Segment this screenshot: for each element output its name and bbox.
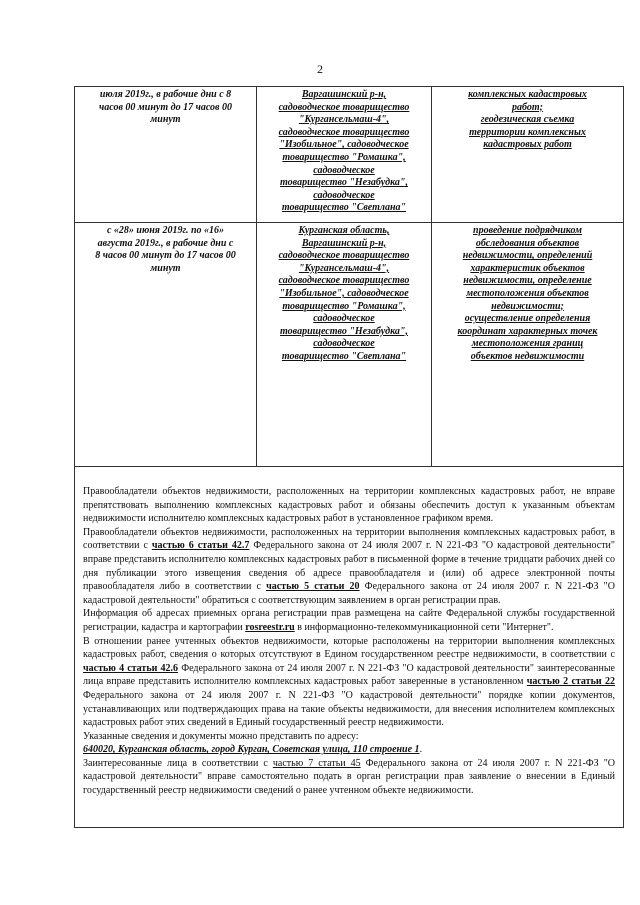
cell-line: недвижимости; <box>491 300 564 312</box>
paragraph <box>83 607 615 634</box>
cell-line: садоводческое товарищество <box>278 126 410 138</box>
submission-address: 640020, Курганская область, город Курган, Советская улица, 110 строение 1 <box>83 744 420 756</box>
cell-line: местоположения объектов <box>466 287 589 299</box>
table-cell-schedule <box>75 87 257 222</box>
paragraph-text: Заинтересованные лица в соответствии с <box>83 757 273 769</box>
cell-line: товарищество "Светлана" <box>281 202 407 214</box>
cell-line: августа 2019г., в рабочие дни с <box>97 237 234 249</box>
table-row <box>75 223 623 467</box>
cell-line: "Кургансельмаш-4", <box>298 114 390 126</box>
paragraph-text: В отношении ранее учтенных объектов недвижимости, которые расположены на территории выполнения комплексных кадастровых работ, сведения о которых отсутствуют в Едином государственном реестре недвижимости, в соответствии с <box>83 635 615 661</box>
cell-line: обследования объектов <box>475 237 580 249</box>
law-reference-link[interactable]: частью 7 статьи 45 <box>272 757 361 769</box>
cell-line: проведение подрядчиком <box>473 225 582 236</box>
cell-line: Варгашинский р-н, <box>301 89 387 100</box>
cell-line: геодезическая съемка <box>480 114 575 126</box>
cell-line: координат характерных точек <box>457 325 598 337</box>
rosreestr-link[interactable]: rosreestr.ru <box>245 621 295 633</box>
cell-line: комплексных кадастровых <box>468 89 587 100</box>
cell-line: садоводческое товарищество <box>278 101 410 113</box>
paragraph-text: Федерального закона от 24 июля 2007 г. N 221-ФЗ "О кадастровой деятельности" вправе самостоятельно подать в орган регистрации прав заявление о внесении в Единый государственный реестр недвижимости сведений о ранее учтенном объекте недвижимости. <box>83 757 616 797</box>
cell-line: товарищество "Незабудка", <box>280 325 408 337</box>
notice-frame <box>74 86 624 828</box>
cell-line: с «28» июня 2019г. по «16» <box>106 225 225 236</box>
cell-line: местоположения границ <box>471 338 584 350</box>
cell-line: садоводческое <box>313 338 375 350</box>
paragraph-text: Информация об адресах приемных органа регистрации прав размещена на сайте Федеральной службы государственной регистрации, кадастра и картографии <box>83 608 615 633</box>
paragraph-text: Указанные сведения и документы можно представить по адресу: <box>83 730 359 742</box>
cell-line: недвижимости, определений <box>462 250 593 262</box>
cell-line: товарищество "Незабудка", <box>280 177 408 189</box>
page-number: 2 <box>317 62 323 76</box>
paragraph-text: в информационно-телекоммуникационной сети "Интернет". <box>294 621 554 633</box>
cell-line: садоводческое товарищество <box>278 250 410 262</box>
law-reference-link[interactable]: частью 5 статьи 20 <box>266 581 360 593</box>
cell-line: садоводческое товарищество <box>278 275 410 287</box>
cell-line: объектов недвижимости <box>470 350 585 362</box>
cell-line: садоводческое <box>313 189 375 201</box>
cell-line: июля 2019г., в рабочие дни с 8 <box>99 89 232 100</box>
table-cell-works <box>432 223 623 466</box>
paragraph <box>83 757 615 798</box>
cell-line: характеристик объектов <box>470 262 585 274</box>
table-cell-works <box>432 87 623 222</box>
paragraph <box>83 730 615 744</box>
cell-line: территории комплексных <box>469 126 586 138</box>
paragraph-text: . <box>419 744 423 756</box>
table-row <box>75 87 623 223</box>
cell-line: садоводческое <box>313 313 375 325</box>
table-cell-location <box>257 87 432 222</box>
paragraph-text: Федерального закона от 24 июля 2007 г. N 221-ФЗ "О кадастровой деятельности" заинтересованные лица вправе представить исполнителю комплексных кадастровых работ заверенные в установленном <box>83 662 615 688</box>
law-reference-link[interactable]: частью 2 статьи 22 <box>526 676 615 688</box>
cell-line: товарищество "Светлана" <box>281 350 407 362</box>
paragraph-text: Федерального закона от 24 июля 2007 г. N 221-ФЗ "О кадастровой деятельности" порядке копии документов, устанавливающих или подтверждающих права на такие объекты недвижимости, для внесения исполнителем комплексных кадастровых работ этих сведений в Единый государственный реестр недвижимости. <box>83 689 615 729</box>
cell-line: 8 часов 00 минут до 17 часов 00 <box>95 250 236 262</box>
paragraph <box>83 485 615 526</box>
paragraph <box>83 526 615 608</box>
cell-line: садоводческое <box>313 164 375 176</box>
table-cell-schedule <box>75 223 257 466</box>
table-cell-location <box>257 223 432 466</box>
notice-body <box>83 485 615 798</box>
paragraph-text: Федерального закона от 24 июля 2007 г. N 221-ФЗ "О кадастровой деятельности" вправе представить исполнителю комплексных кадастровых работ в письменной форме в течение тридцати рабочих дней со дня публикации этого извещения сведения об адресе правообладателя и (или) об адресе электронной почты правообладателя либо в соответствии с <box>83 540 615 593</box>
cell-line: Курганская область, <box>298 225 390 236</box>
cell-line: недвижимости, определение <box>463 275 592 287</box>
cell-line: кадастровых работ <box>483 139 572 151</box>
cell-line: "Изобильное", садоводческое <box>279 139 409 151</box>
cell-line: товарищество "Ромашка", <box>282 151 406 163</box>
paragraph-text: Правообладатели объектов недвижимости, расположенных на территории комплексных кадастровых работ, не вправе препятствовать выполнению комплексных кадастровых работ и обязаны обеспечить доступ к указанным объектам недвижимости исполнителю комплексных кадастровых работ в установленное графиком время. <box>83 486 615 525</box>
cell-line: "Кургансельмаш-4", <box>298 262 390 274</box>
cell-line: работ; <box>512 101 543 113</box>
cell-line: часов 00 минут до 17 часов 00 <box>99 101 232 113</box>
cell-line: осуществление определения <box>464 313 591 325</box>
paragraph <box>83 743 615 757</box>
paragraph-text: Федерального закона от 24 июля 2007 г. N 221-ФЗ "О кадастровой деятельности" обратиться с соответствующим заявлением в орган регистрации прав. <box>83 581 615 606</box>
paragraph-text: Правообладатели объектов недвижимости, расположенных на территории выполнения комплексных кадастровых работ, в соответствии с <box>83 526 615 552</box>
cell-line: Варгашинский р-н, <box>301 237 387 249</box>
paragraph <box>83 635 615 730</box>
law-reference-link[interactable]: частью 4 статьи 42.6 <box>83 662 179 674</box>
law-reference-link[interactable]: частью 6 статьи 42.7 <box>151 540 250 552</box>
cell-line: "Изобильное", садоводческое <box>279 287 409 299</box>
cell-line: минут <box>150 114 181 126</box>
cell-line: товарищество "Ромашка", <box>282 300 406 312</box>
cell-line: минут <box>150 262 181 274</box>
